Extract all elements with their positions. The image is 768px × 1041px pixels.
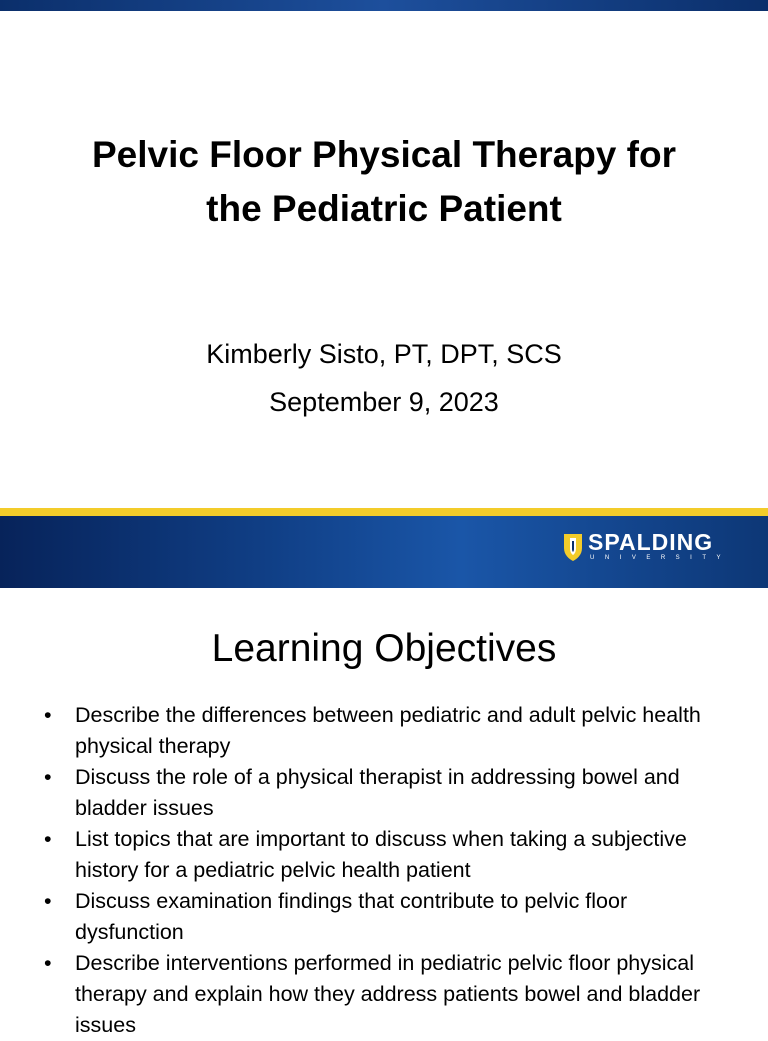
top-accent-bar [0,0,768,11]
gold-divider-stripe [0,508,768,516]
objective-text: Discuss examination findings that contribute to pelvic floor dysfunction [75,889,628,944]
presentation-title [40,128,728,236]
objective-text: Describe interventions performed in pediatric pelvic floor physical therapy and explain how they address patients bowel and bladder issues [75,951,701,1037]
title-line-2: the Pediatric Patient [206,188,562,229]
logo-subtitle: UNIVERSITY [590,555,732,561]
bullet-icon: • [44,827,52,851]
objectives-title: Learning Objectives [211,627,557,670]
title-line-1: Pelvic Floor Physical Therapy for [92,134,676,175]
objective-item [0,886,768,948]
spalding-shield-icon [562,532,584,562]
objective-item [0,948,768,1041]
objective-item [0,762,768,824]
logo-wordmark: SPALDING [588,529,714,555]
objective-text: Describe the differences between pediatric and adult pelvic health physical therapy [75,703,701,758]
bullet-icon: • [44,951,52,975]
objective-text: List topics that are important to discuss when taking a subjective history for a pediatric pelvic health patient [75,827,687,882]
bullet-icon: • [44,889,52,913]
objective-item [0,824,768,886]
presenter-name: Kimberly Sisto, PT, DPT, SCS [206,339,562,369]
bullet-icon: • [44,765,52,789]
objectives-slide [0,588,768,1037]
objectives-list [0,700,768,1041]
bullet-icon: • [44,703,52,727]
objective-item [0,700,768,762]
spalding-logo [562,529,742,569]
objective-text: Discuss the role of a physical therapist in addressing bowel and bladder issues [75,765,680,820]
presentation-date: September 9, 2023 [269,387,499,417]
